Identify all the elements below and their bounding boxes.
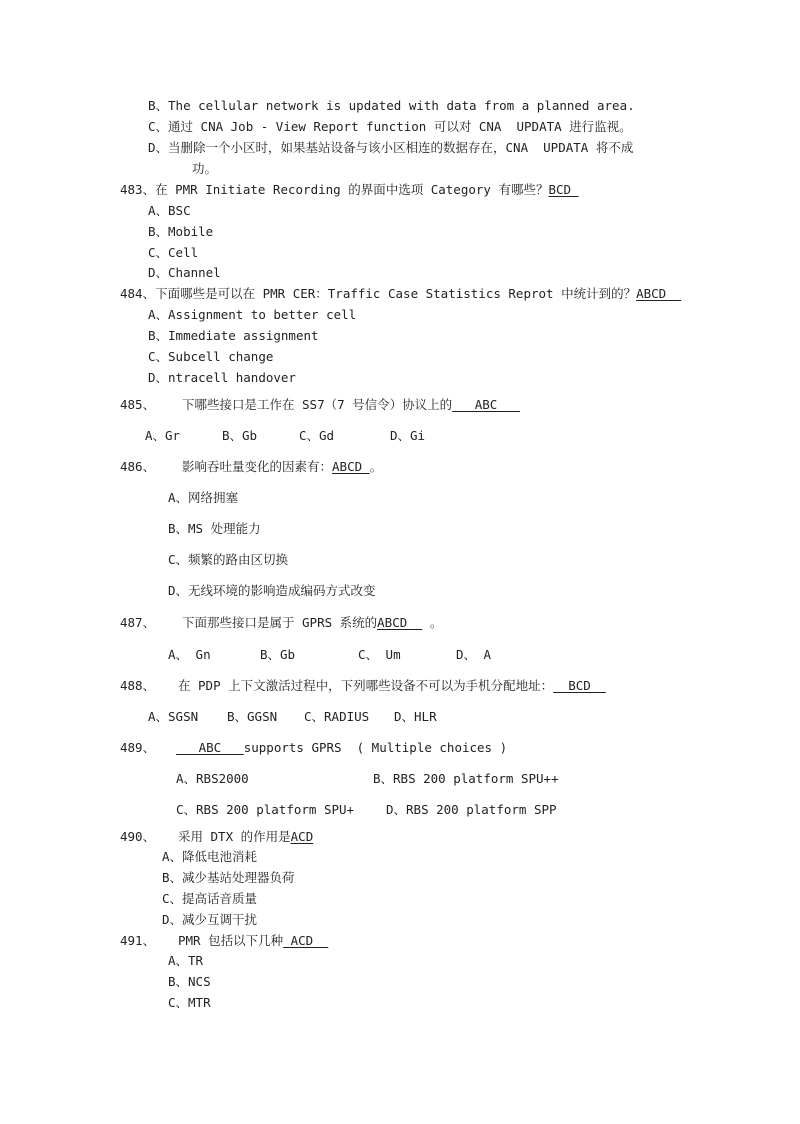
q483-answer: BCD xyxy=(548,182,579,197)
q483-option-d: D、Channel xyxy=(148,265,221,280)
q490-answer: ACD xyxy=(290,829,314,844)
q486-option-b: B、MS 处理能力 xyxy=(168,521,261,536)
q489-text: supports GPRS ( Multiple choices ) xyxy=(243,740,508,755)
q488-question xyxy=(178,677,606,695)
q491-text: PMR 包括以下几种 xyxy=(178,933,284,948)
q484-option-a: A、Assignment to better cell xyxy=(148,307,357,322)
q484-answer: ABCD xyxy=(636,286,682,301)
q485-option-d: D、Gi xyxy=(390,428,426,443)
q486-answer: ABCD xyxy=(332,459,370,474)
q489-option-d: D、RBS 200 platform SPP xyxy=(386,802,557,817)
q487-option-a: A、 Gn xyxy=(168,647,211,662)
q490-option-c: C、提高话音质量 xyxy=(162,891,258,906)
q488-option-d: D、HLR xyxy=(394,709,437,724)
q485-question xyxy=(182,396,520,414)
q486-option-c: C、频繁的路由区切换 xyxy=(168,552,289,567)
q482-option-b: B、The cellular network is updated with data from a planned area. xyxy=(148,98,635,113)
q486-suffix: 。 xyxy=(369,459,383,474)
q489-answer: ABC xyxy=(176,740,244,755)
q487-option-b: B、Gb xyxy=(260,647,296,662)
q483-option-b: B、Mobile xyxy=(148,224,214,239)
q490-option-d: D、减少互调干扰 xyxy=(162,912,258,927)
q486-question xyxy=(182,458,382,476)
q486-option-a: A、网络拥塞 xyxy=(168,490,239,505)
q487-number: 487、 xyxy=(120,615,156,630)
q490-option-b: B、减少基站处理器负荷 xyxy=(162,870,295,885)
q490-question xyxy=(178,828,313,846)
q485-answer: ABC xyxy=(452,397,520,412)
q490-number: 490、 xyxy=(120,829,156,844)
q489-option-c: C、RBS 200 platform SPU+ xyxy=(176,802,355,817)
q486-text: 影响吞吐量变化的因素有： xyxy=(182,459,333,474)
q484-question xyxy=(120,285,681,303)
q486-number: 486、 xyxy=(120,459,156,474)
q491-option-b: B、NCS xyxy=(168,974,211,989)
q488-number: 488、 xyxy=(120,678,156,693)
q489-question xyxy=(176,739,507,757)
q482-option-d: D、当删除一个小区时，如果基站设备与该小区相连的数据存在，CNA UPDATA 将不成 xyxy=(148,140,634,155)
q487-suffix: 。 xyxy=(422,615,443,630)
q484-text: 484、下面哪些是可以在 PMR CER：Traffic Case Statistics Reprot 中统计到的？ xyxy=(120,286,637,301)
q488-answer: BCD xyxy=(553,678,606,693)
q487-text: 下面那些接口是属于 GPRS 系统的 xyxy=(182,615,378,630)
q489-option-b: B、RBS 200 platform SPU++ xyxy=(373,771,559,786)
q491-answer: ACD xyxy=(283,933,329,948)
q488-text: 在 PDP 上下文激活过程中，下列哪些设备不可以为手机分配地址： xyxy=(178,678,554,693)
q483-text: 483、在 PMR Initiate Recording 的界面中选项 Category 有哪些？ xyxy=(120,182,549,197)
q483-option-a: A、BSC xyxy=(148,203,191,218)
q485-option-c: C、Gd xyxy=(299,428,335,443)
q483-question xyxy=(120,181,579,199)
q491-option-a: A、TR xyxy=(168,953,204,968)
q487-option-d: D、 A xyxy=(456,647,492,662)
q489-number: 489、 xyxy=(120,740,156,755)
q490-text: 采用 DTX 的作用是 xyxy=(178,829,291,844)
q484-option-b: B、Immediate assignment xyxy=(148,328,319,343)
q485-option-a: A、Gr xyxy=(145,428,181,443)
q490-option-a: A、降低电池消耗 xyxy=(162,849,258,864)
q488-option-c: C、RADIUS xyxy=(304,709,370,724)
q488-option-b: B、GGSN xyxy=(227,709,278,724)
q487-option-c: C、 Um xyxy=(358,647,401,662)
q487-answer: ABCD xyxy=(377,615,423,630)
q484-option-c: C、Subcell change xyxy=(148,349,274,364)
q482-option-d-cont: 功。 xyxy=(192,161,218,176)
q489-option-a: A、RBS2000 xyxy=(176,771,249,786)
q491-question xyxy=(178,932,328,950)
q485-number: 485、 xyxy=(120,397,156,412)
q485-text: 下哪些接口是工作在 SS7（7 号信令）协议上的 xyxy=(182,397,453,412)
q484-option-d: D、ntracell handover xyxy=(148,370,296,385)
q485-option-b: B、Gb xyxy=(222,428,258,443)
q491-number: 491、 xyxy=(120,933,156,948)
q483-option-c: C、Cell xyxy=(148,245,199,260)
q482-option-c: C、通过 CNA Job - View Report function 可以对 CNA UPDATA 进行监视。 xyxy=(148,119,632,134)
q488-option-a: A、SGSN xyxy=(148,709,199,724)
q486-option-d: D、无线环境的影响造成编码方式改变 xyxy=(168,583,376,598)
q491-option-c: C、MTR xyxy=(168,995,211,1010)
q487-question xyxy=(182,614,442,632)
